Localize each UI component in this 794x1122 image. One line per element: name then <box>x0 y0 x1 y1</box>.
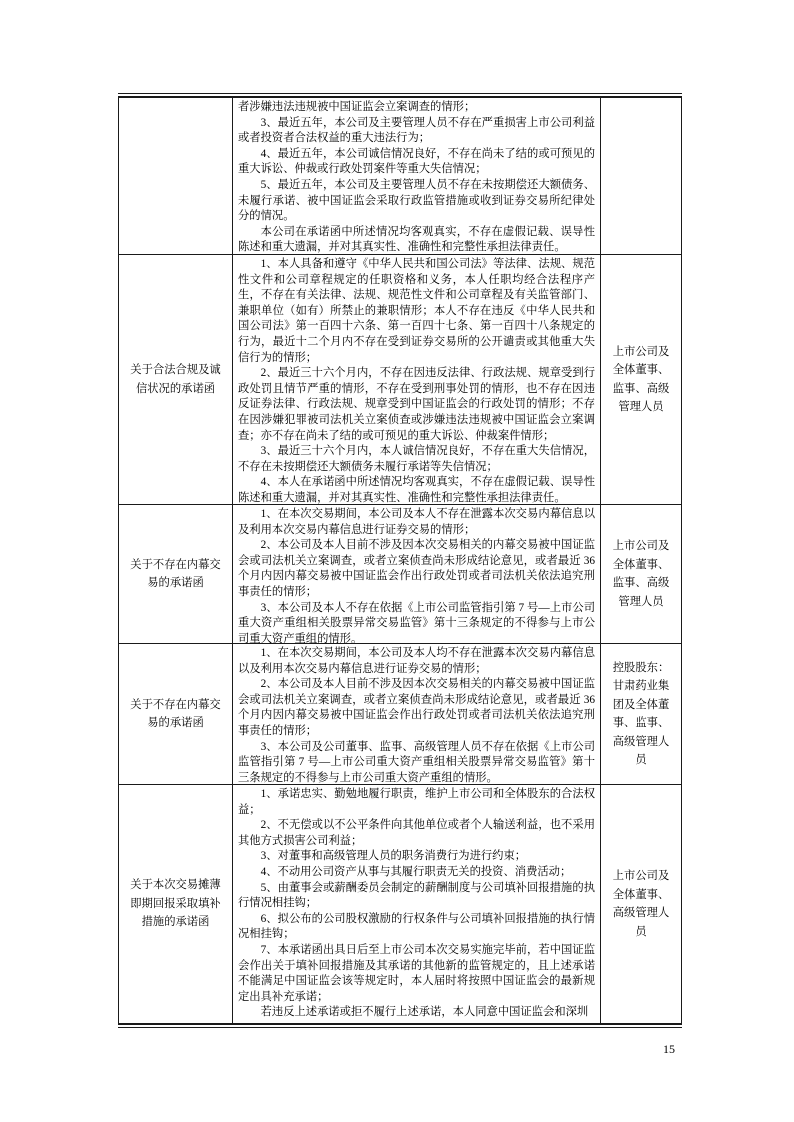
commitment-paragraph: 2、最近三十六个月内，不存在因违反法律、行政法规、规章受到行政处罚且情节严重的情形，不存在受到刑事处罚的情形，也不存在因违反证券法律、行政法规、规章受到中国证监会的行政处罚的情形；不存在因涉嫌犯罪被司法机关立案侦查或涉嫌违法违规被中国证监会立案调查；亦不存在尚未了结的或可预见的重大诉讼、仲裁案件情形； <box>238 367 595 442</box>
commitment-paragraph: 若违反上述承诺或拒不履行上述承诺，本人同意中国证监会和深圳 <box>260 1006 589 1019</box>
commitment-name: 关于本次交易摊薄即期回报采取填补措施的承诺函 <box>130 879 221 929</box>
table-continuation-rule-top <box>118 93 682 94</box>
commitment-party-cell <box>601 98 681 254</box>
table-row <box>119 98 681 255</box>
commitment-terms-cell <box>233 644 601 784</box>
commitment-party-cell <box>601 785 681 1023</box>
commitment-paragraph: 3、本公司及本人不存在依据《上市公司监管指引第 7 号—上市公司重大资产重组相关股票异常交易监管》第十三条规定的不得参与上市公司重大资产重组的情形。 <box>238 601 595 643</box>
commitment-paragraph: 4、最近五年，本公司诚信情况良好，不存在尚未了结的或可预见的重大诉讼、仲裁或行政处罚案件等重大失信情况； <box>238 147 595 176</box>
commitment-terms-cell <box>233 505 601 643</box>
commitment-paragraph: 7、本承诺函出具日后至上市公司本次交易实施完毕前，若中国证监会作出关于填补回报措施及其承诺的其他新的监管规定的，且上述承诺不能满足中国证监会该等规定时，本人届时将按照中国证监会的最新规定出具补充承诺； <box>238 943 595 1003</box>
commitment-party: 上市公司及全体董事、监事、高级管理人员 <box>612 345 670 413</box>
table-continuation-rule-bottom <box>118 1027 682 1028</box>
commitments-table <box>118 96 682 1025</box>
commitment-paragraph: 5、由董事会或薪酬委员会制定的薪酬制度与公司填补回报措施的执行情况相挂钩； <box>238 881 595 910</box>
table-row <box>119 505 681 644</box>
commitment-party-cell <box>601 644 681 784</box>
commitment-name-cell <box>119 505 233 643</box>
commitment-name-cell <box>119 644 233 784</box>
commitment-name: 关于合法合规及诚信状况的承诺函 <box>130 364 221 395</box>
commitment-paragraph: 6、拟公布的公司股权激励的行权条件与公司填补回报措施的执行情况相挂钩； <box>238 912 595 941</box>
commitment-paragraph: 2、本公司及本人目前不涉及因本次交易相关的内幕交易被中国证监会或司法机关立案调查，或者立案侦查尚未形成结论意见，或者最近 36 个月内因内幕交易被中国证监会作出行政处罚或者司法机关依法追究刑事责任的情形； <box>238 539 595 598</box>
commitment-paragraph: 3、最近三十六个月内，本人诚信情况良好，不存在重大失信情况，不存在未按期偿还大额债务未履行承诺等失信情况； <box>238 445 595 473</box>
commitment-party-cell <box>601 505 681 643</box>
commitment-party-cell <box>601 255 681 504</box>
commitment-terms-cell <box>233 98 601 254</box>
commitment-paragraph: 1、本人具备和遵守《中华人民共和国公司法》等法律、法规、规范性文件和公司章程规定的任职资格和义务，本人任职均经合法程序产生，不存在有关法律、法规、规范性文件和公司章程及有关监管部门、兼职单位（如有）所禁止的兼职情形；本人不存在违反《中华人民共和国公司法》第一百四十六条、第一百四十七条、第一百四十八条规定的行为，最近十二个月内不存在受到证券交易所的公开谴责或其他重大失信行为的情形； <box>238 258 595 364</box>
page-number: 15 <box>663 1042 675 1056</box>
commitment-paragraph: 3、最近五年，本公司及主要管理人员不存在严重损害上市公司利益或者投资者合法权益的重大违法行为； <box>238 116 595 145</box>
commitment-paragraph: 2、本公司及本人目前不涉及因本次交易相关的内幕交易被中国证监会或司法机关立案调查，或者立案侦查尚未形成结论意见，或者最近 36 个月内因内幕交易被中国证监会作出行政处罚或者司法机关依法追究刑事责任的情形； <box>238 678 595 737</box>
commitment-terms-cell <box>233 785 601 1023</box>
commitment-name: 关于不存在内幕交易的承诺函 <box>130 558 221 589</box>
commitment-paragraph: 4、本人在承诺函中所述情况均客观真实，不存在虚假记载、误导性陈述和重大遗漏，并对其真实性、准确性和完整性承担法律责任。 <box>238 476 595 504</box>
commitment-paragraph: 1、在本次交易期间，本公司及本人均不存在泄露本次交易内幕信息以及利用本次交易内幕信息进行证券交易的情形； <box>238 647 595 675</box>
commitment-terms-cell <box>233 255 601 504</box>
table-row <box>119 644 681 785</box>
commitment-paragraph: 3、本公司及公司董事、监事、高级管理人员不存在依据《上市公司监管指引第 7 号—上市公司重大资产重组相关股票异常交易监管》第十三条规定的不得参与上市公司重大资产重组的情形。 <box>238 740 595 784</box>
commitment-name-cell <box>119 255 233 504</box>
commitment-party: 上市公司及全体董事、监事、高级管理人员 <box>612 540 670 608</box>
commitment-name: 关于不存在内幕交易的承诺函 <box>130 698 221 729</box>
commitment-party: 上市公司及全体董事、高级管理人员 <box>612 870 670 938</box>
commitment-paragraph: 本公司在承诺函中所述情况均客观真实，不存在虚假记载、误导性陈述和重大遗漏，并对其真实性、准确性和完整性承担法律责任。 <box>238 225 595 254</box>
commitment-paragraph: 3、对董事和高级管理人员的职务消费行为进行约束； <box>260 850 527 863</box>
commitment-paragraph: 5、最近五年，本公司及主要管理人员不存在未按期偿还大额债务、未履行承诺、被中国证监会采取行政监管措施或收到证券交易所纪律处分的情况。 <box>238 178 595 223</box>
commitment-paragraph: 4、不动用公司资产从事与其履行职责无关的投资、消费活动； <box>260 865 572 878</box>
commitment-name-cell <box>119 98 233 254</box>
table-row <box>119 785 681 1023</box>
commitment-paragraph: 者涉嫌违法违规被中国证监会立案调查的情形； <box>238 101 476 113</box>
commitment-name-cell <box>119 785 233 1023</box>
commitment-party: 控股股东：甘肃药业集团及全体董事、监事、高级管理人员 <box>612 661 670 766</box>
table-row <box>119 255 681 505</box>
commitment-paragraph: 1、承诺忠实、勤勉地履行职责，维护上市公司和全体股东的合法权益； <box>238 788 595 816</box>
commitment-paragraph: 1、在本次交易期间，本公司及本人不存在泄露本次交易内幕信息以及利用本次交易内幕信息进行证券交易的情形； <box>238 508 595 536</box>
commitment-paragraph: 2、不无偿或以不公平条件向其他单位或者个人输送利益，也不采用其他方式损害公司利益； <box>238 819 595 847</box>
